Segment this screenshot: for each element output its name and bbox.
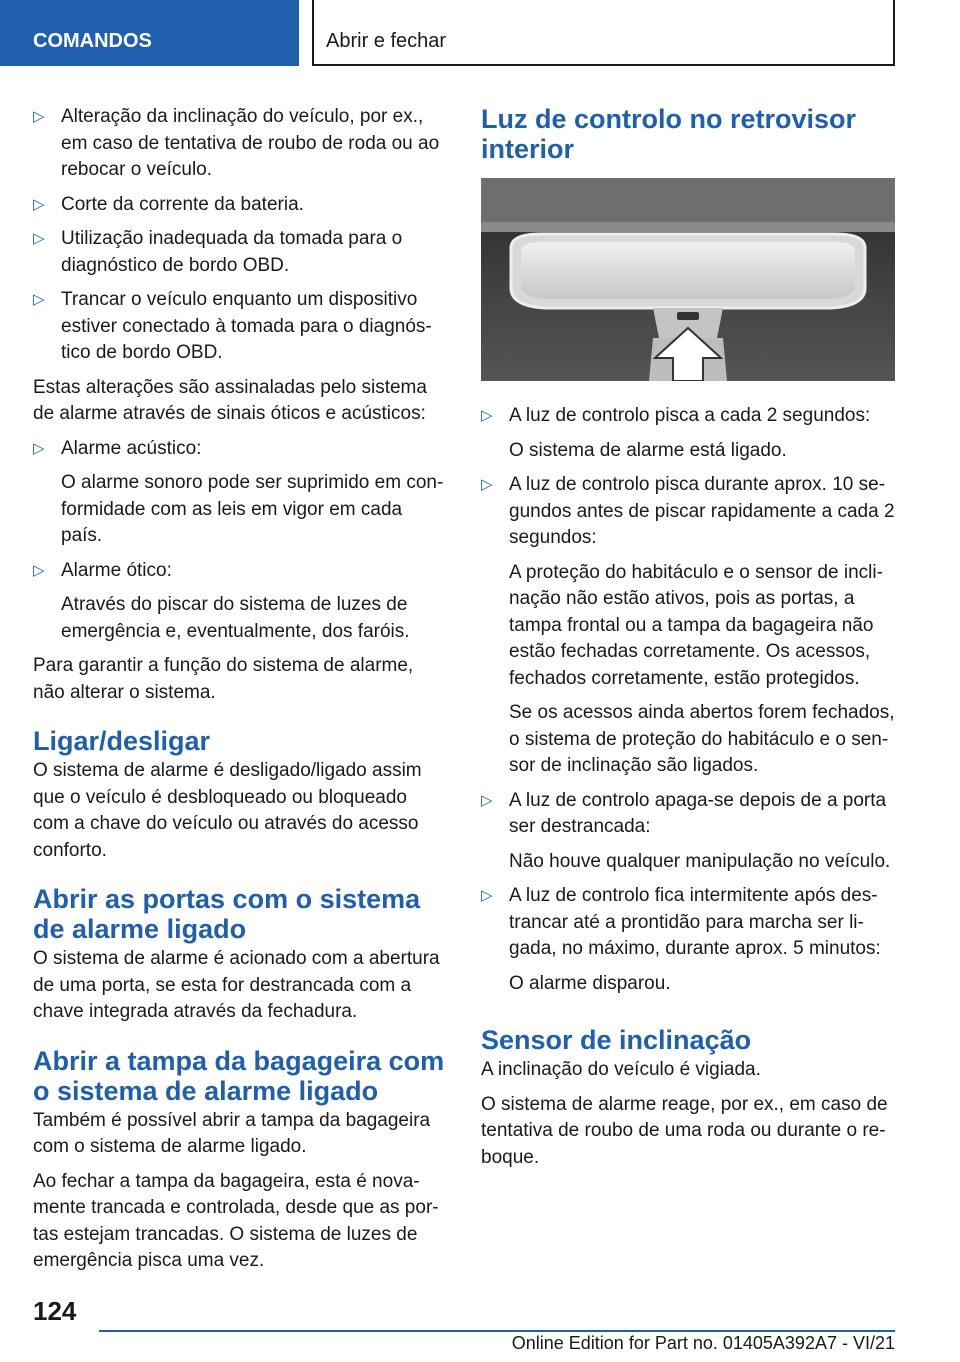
list-item: ▷ Corte da corrente da bateria. [33, 192, 448, 219]
heading-open-trunk: Abrir a tampa da bagageira com o sistema de alarme ligado [33, 1045, 445, 1106]
change-list [33, 104, 448, 367]
rearview-mirror-illustration [481, 178, 895, 381]
list-item: ▷ A luz de controlo fica intermitente após destrancar até a prontidão para marcha ser ligada, no máximo, durante aprox. 5 minutos: O alarme disparou. [481, 885, 881, 994]
paragraph: Também é possível abrir a tampa da bagageira com o sistema de alarme ligado. [33, 1109, 431, 1157]
heading-indicator-light: Luz de controlo no retrovisor interior [481, 104, 857, 164]
section-tab: COMANDOS [0, 0, 299, 66]
heading-open-doors: Abrir as portas com o sistema de alarme ligado [33, 884, 421, 944]
list-item: ▷ Alteração da inclinação do veículo, por ex., em caso de tentativa de roubo de roda ou ao rebocar o veículo. [33, 106, 440, 180]
list-item: ▷ A luz de controlo apaga-se depois de a porta ser destrancada: Não houve qualquer manipulação no veículo. [481, 789, 891, 872]
list-item: ▷ Alarme acústico: O alarme sonoro pode ser suprimido em conformidade com as leis em vigor em cada país. [33, 437, 444, 546]
paragraph: A inclinação do veículo é vigiada. [481, 1059, 761, 1080]
triangle-right-icon: ▷ [33, 561, 45, 579]
footer-rule [99, 1330, 895, 1332]
triangle-right-icon: ▷ [33, 230, 45, 247]
triangle-right-icon: ▷ [33, 291, 45, 308]
indicator-list [481, 403, 895, 997]
page-title: Abrir e fechar [326, 30, 447, 52]
heading-on-off: Ligar/desligar [33, 726, 211, 756]
list-item: ▷ Trancar o veículo enquanto um dispositivo estiver conectado à tomada para o diagnóstico de bordo OBD. [33, 289, 432, 363]
header-right-border [893, 0, 895, 66]
page-number: 124 [33, 1296, 77, 1326]
list-item: ▷ Utilização inadequada da tomada para o diagnóstico de bordo OBD. [33, 228, 403, 276]
triangle-right-icon: ▷ [481, 887, 493, 904]
heading-tilt-sensor: Sensor de inclinação [481, 1025, 752, 1055]
paragraph: O sistema de alarme é desligado/ligado assim que o veículo é desbloqueado ou bloqueado com a chave do veículo ou através do acesso conforto. [33, 760, 422, 861]
triangle-right-icon: ▷ [33, 195, 45, 213]
alarm-type-list [33, 436, 448, 646]
triangle-right-icon: ▷ [481, 476, 493, 493]
triangle-right-icon: ▷ [33, 439, 45, 457]
paragraph: Estas alterações são assinaladas pelo sistema de alarme através de sinais óticos e acústicos: [33, 376, 427, 424]
paragraph: O sistema de alarme reage, por ex., em caso de tentativa de roubo de uma roda ou durante o reboque. [481, 1093, 888, 1168]
triangle-right-icon: ▷ [33, 108, 45, 125]
header-divider [312, 0, 314, 66]
list-item: ▷ A luz de controlo pisca durante aprox. 10 segundos antes de piscar rapidamente a cada 2 segundos: A proteção do habitáculo e o sensor de inclinação não estão ativos, pois as portas, a tampa frontal ou a tampa da bagageira não estão fechadas corretamente. Os acessos, fechados corretamente, estão protegidos. Se os acessos ainda abertos forem fechados, o sistema de proteção do habitáculo e o sensor de inclinação são ligados. [481, 474, 895, 776]
paragraph: O sistema de alarme é acionado com a abertura de uma porta, se esta for destrancada com a chave integrada através da fechadura. [33, 948, 440, 1022]
triangle-right-icon: ▷ [481, 407, 493, 424]
triangle-right-icon: ▷ [481, 791, 493, 809]
list-item: ▷ A luz de controlo pisca a cada 2 segundos: O sistema de alarme está ligado. [481, 405, 871, 461]
edition-note: Online Edition for Part no. 01405A392A7 - VI/21 [511, 1333, 895, 1353]
paragraph: Para garantir a função do sistema de alarme, não alterar o sistema. [33, 655, 414, 703]
list-item: ▷ Alarme ótico: Através do piscar do sistema de luzes de emergência e, eventualmente, dos faróis. [33, 559, 410, 642]
paragraph: Ao fechar a tampa da bagageira, esta é novamente trancada e controlada, desde que as portas estejam trancadas. O sistema de luzes de emergência pisca uma vez. [33, 1170, 439, 1271]
right-column [481, 104, 895, 1179]
left-column [33, 104, 448, 1283]
header-underline [312, 64, 895, 66]
